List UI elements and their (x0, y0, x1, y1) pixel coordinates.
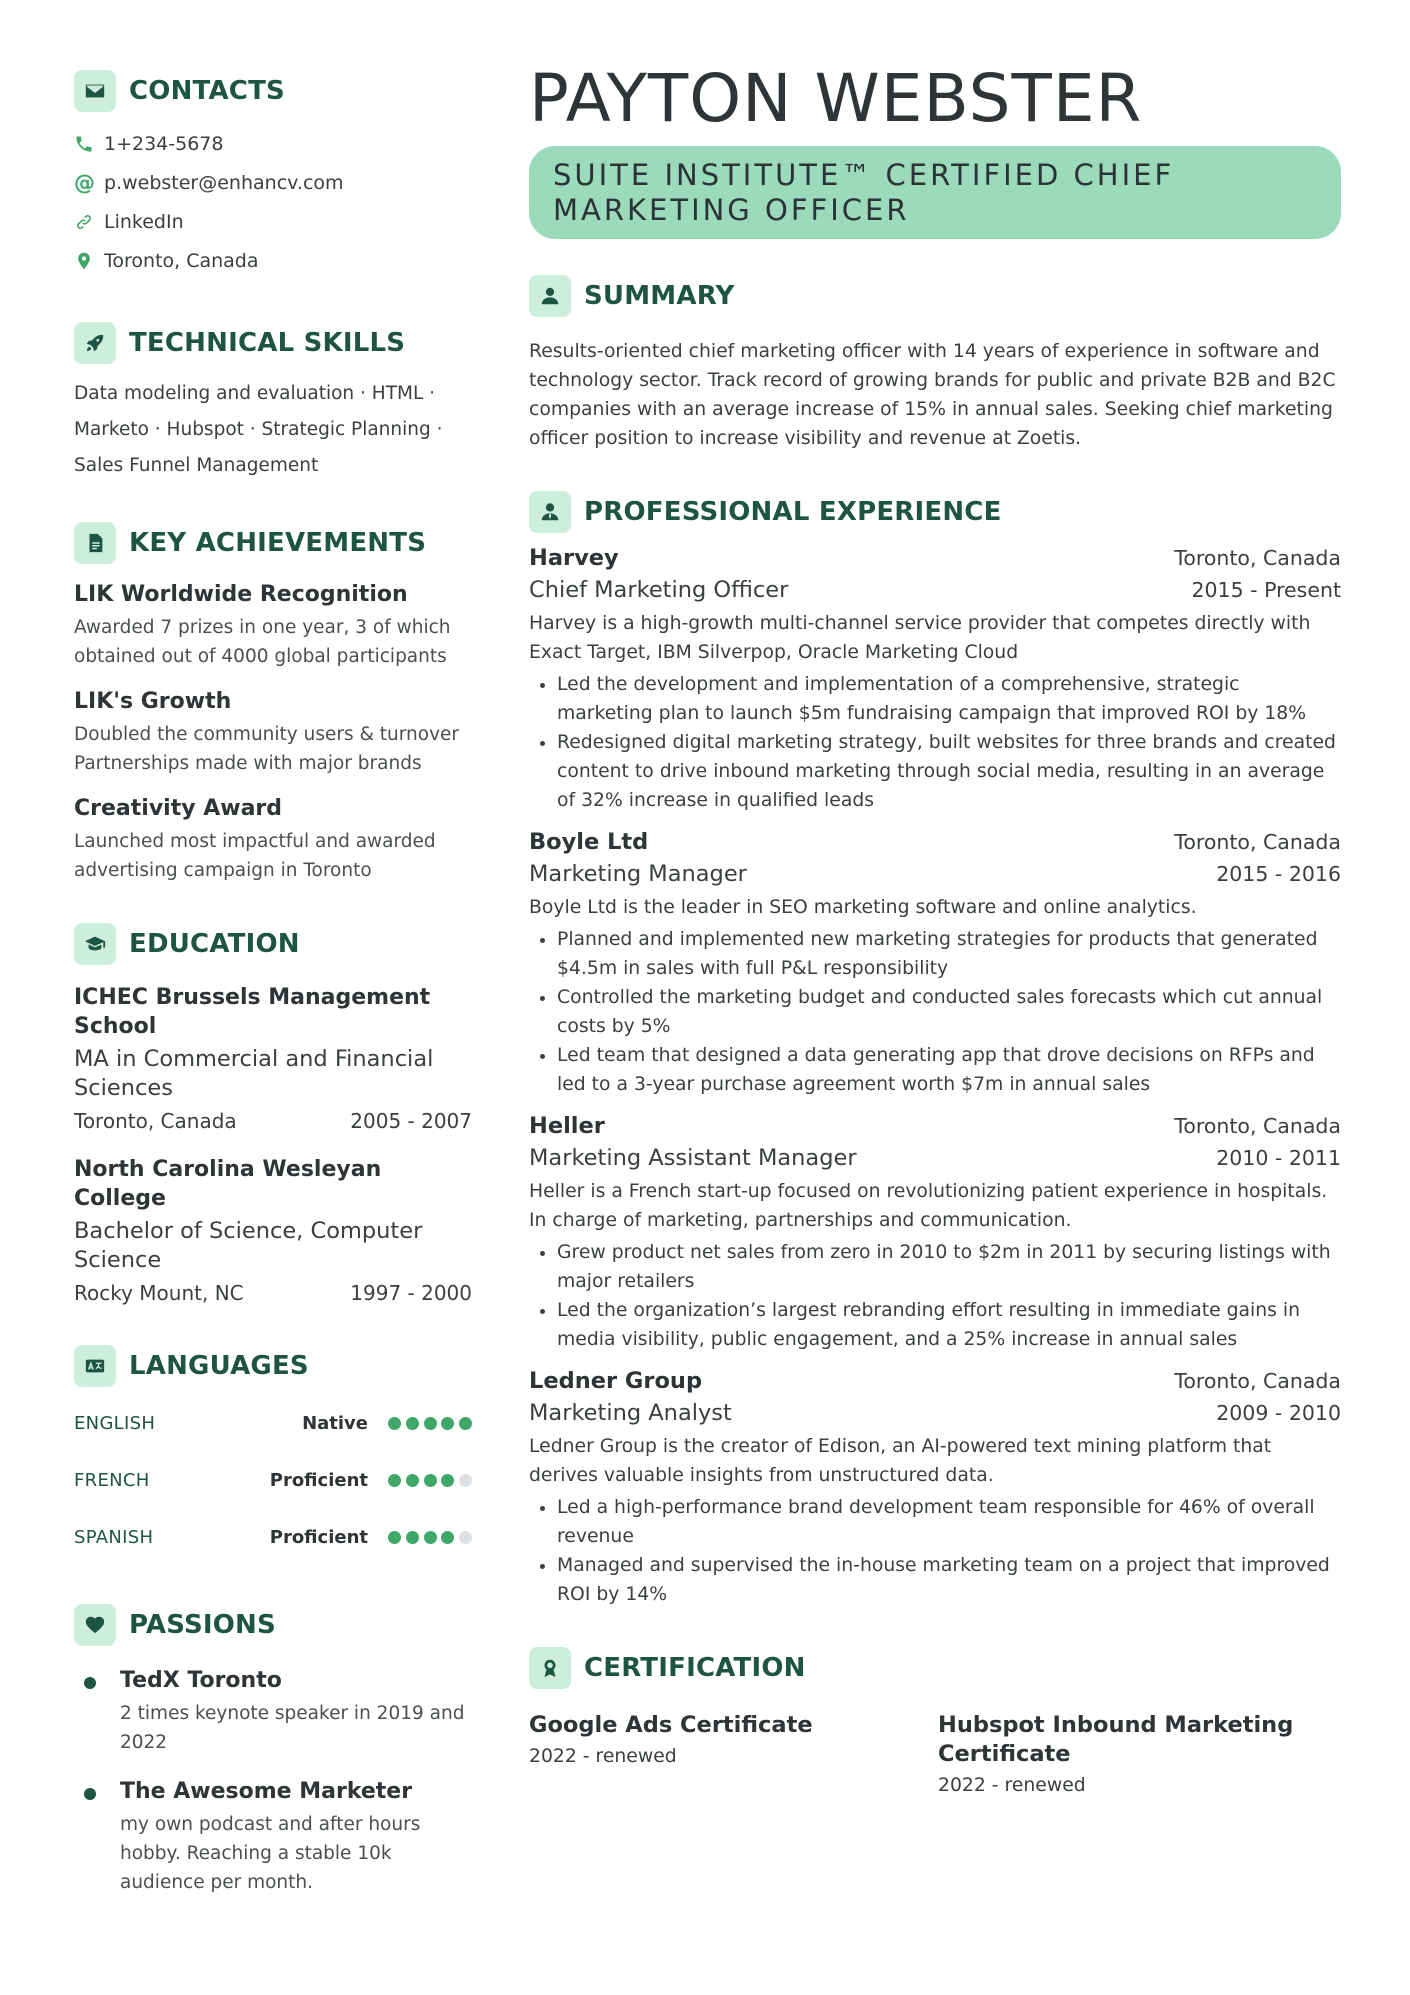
job-bullets (529, 1238, 1341, 1354)
skills-header (74, 322, 472, 364)
edu-location: Rocky Mount, NC (74, 1281, 244, 1305)
job-dates: 2009 - 2010 (1216, 1401, 1341, 1425)
edu-meta (74, 1109, 472, 1133)
cert-item (529, 1711, 932, 1796)
edu-school: ICHEC Brussels Management School (74, 985, 431, 1039)
cert-item (932, 1711, 1341, 1796)
passion-item (74, 1668, 472, 1757)
certification-grid (529, 1711, 1341, 1796)
edu-meta (74, 1281, 472, 1305)
education-item (74, 983, 472, 1133)
job-description: Harvey is a high-growth multi-channel service provider that competes directly with Exact Target, IBM Silverpop, Oracle Marketing Cloud (529, 613, 1311, 663)
job-bullet: • Led a high-performance brand development team responsible for 46% of overall revenue (557, 1493, 1341, 1551)
translate-icon (74, 1345, 116, 1387)
job-location: Toronto, Canada (1174, 1369, 1341, 1393)
language-row (74, 1509, 472, 1566)
achievement-item (74, 689, 472, 778)
rating-dot-filled (424, 1474, 437, 1487)
language-level: Native (302, 1413, 368, 1434)
experience-section (529, 491, 1341, 1609)
bullet-dot (84, 1677, 96, 1689)
achievements-section (74, 522, 472, 885)
certification-title: CERTIFICATION (584, 1653, 806, 1683)
skills-section (74, 322, 472, 484)
achievements-title: KEY ACHIEVEMENTS (129, 528, 427, 558)
rating-dot-empty (459, 1474, 472, 1487)
rating-dot-filled (441, 1417, 454, 1430)
education-section (74, 923, 472, 1305)
job-bullet: • Led the development and implementation of a comprehensive, strategic marketing plan to launch $5m fundraising campaign that improved ROI by 18% (557, 670, 1341, 728)
linkedin-link[interactable]: LinkedIn (104, 210, 184, 233)
job-role: Marketing Analyst (529, 1400, 732, 1426)
job-bullet: • Planned and implemented new marketing strategies for products that generated $4.5m in sales with full P&L responsibility (557, 925, 1341, 983)
passion-title: TedX Toronto (120, 1668, 282, 1693)
experience-title: PROFESSIONAL EXPERIENCE (584, 497, 1002, 527)
job-role: Marketing Manager (529, 861, 747, 887)
passion-desc: 2 times keynote speaker in 2019 and 2022 (120, 1703, 465, 1753)
job-dates: 2015 - Present (1191, 578, 1341, 602)
job-bullets (529, 1493, 1341, 1609)
contacts-title: CONTACTS (129, 76, 285, 106)
job-description: Ledner Group is the creator of Edison, an AI-powered text mining platform that derives valuable insights from unstructured data. (529, 1436, 1272, 1486)
email-text[interactable]: p.webster@enhancv.com (104, 171, 344, 194)
achievement-item (74, 796, 472, 885)
job-title-banner: SUITE INSTITUTE™ CERTIFIED CHIEF MARKETING OFFICER (529, 146, 1341, 239)
right-column (529, 60, 1341, 1796)
document-icon (74, 522, 116, 564)
language-name: FRENCH (74, 1470, 150, 1491)
rating-dot-filled (388, 1474, 401, 1487)
edu-school: North Carolina Wesleyan College (74, 1157, 382, 1211)
edu-dates: 2005 - 2007 (350, 1109, 472, 1133)
job-location: Toronto, Canada (1174, 546, 1341, 570)
cert-subtitle: 2022 - renewed (529, 1746, 677, 1767)
contact-location (74, 241, 472, 280)
user-tie-icon (529, 491, 571, 533)
bullet-dot (84, 1788, 96, 1800)
rating-dot-filled (441, 1474, 454, 1487)
language-level: Proficient (269, 1470, 368, 1491)
rocket-icon (74, 322, 116, 364)
passion-item (74, 1779, 472, 1897)
job-role: Chief Marketing Officer (529, 577, 789, 603)
language-dots (388, 1531, 472, 1544)
job-bullets (529, 670, 1341, 815)
contacts-section (74, 70, 472, 280)
passion-desc: my own podcast and after hours hobby. Reaching a stable 10k audience per month. (120, 1814, 421, 1893)
location-text: Toronto, Canada (104, 249, 259, 272)
heart-icon (74, 1604, 116, 1646)
education-item (74, 1155, 472, 1305)
envelope-icon (74, 70, 116, 112)
passions-header (74, 1604, 472, 1646)
contact-email (74, 163, 472, 202)
phone-icon (74, 134, 98, 154)
language-name: SPANISH (74, 1527, 154, 1548)
job-bullet: • Redesigned digital marketing strategy, built websites for three brands and created content to drive inbound marketing through social media, resulting in an average of 32% increase in qualified leads (557, 728, 1341, 815)
certification-header (529, 1647, 1341, 1689)
job-bullet: • Led the organization’s largest rebranding effort resulting in immediate gains in media visibility, public engagement, and a 25% increase in annual sales (557, 1296, 1341, 1354)
contact-link (74, 202, 472, 241)
at-icon: @ (74, 170, 95, 195)
achievement-desc: Launched most impactful and awarded advertising campaign in Toronto (74, 831, 436, 881)
rating-dot-filled (406, 1474, 419, 1487)
languages-header (74, 1345, 472, 1387)
job-bullet: • Grew product net sales from zero in 2010 to $2m in 2011 by securing listings with major retailers (557, 1238, 1341, 1296)
job-company: Ledner Group (529, 1368, 703, 1394)
passion-title: The Awesome Marketer (120, 1779, 413, 1804)
certification-section (529, 1647, 1341, 1796)
cert-subtitle: 2022 - renewed (938, 1775, 1086, 1796)
left-column (74, 70, 472, 1897)
rating-dot-filled (441, 1531, 454, 1544)
job-bullets (529, 925, 1341, 1099)
passions-section (74, 1604, 472, 1897)
achievements-header (74, 522, 472, 564)
summary-header (529, 275, 1341, 317)
cert-title: Google Ads Certificate (529, 1712, 813, 1738)
rating-dot-filled (388, 1531, 401, 1544)
job-bullet: • Led team that designed a data generating app that drove decisions on RFPs and led to a 3-year purchase agreement worth $7m in annual sales (557, 1041, 1341, 1099)
cert-title: Hubspot Inbound Marketing Certificate (938, 1712, 1294, 1767)
skills-text: Data modeling and evaluation · HTML · Marketo · Hubspot · Strategic Planning · Sales Funnel Management (74, 383, 443, 476)
user-icon (529, 275, 571, 317)
rating-dot-filled (406, 1531, 419, 1544)
edu-degree: MA in Commercial and Financial Sciences (74, 1046, 434, 1101)
job-role: Marketing Assistant Manager (529, 1145, 857, 1171)
languages-section (74, 1345, 472, 1566)
job-entry (529, 1113, 1341, 1354)
job-description: Boyle Ltd is the leader in SEO marketing software and online analytics. (529, 897, 1197, 918)
achievement-item (74, 582, 472, 671)
job-bullet: • Controlled the marketing budget and conducted sales forecasts which cut annual costs by 5% (557, 983, 1341, 1041)
job-entry (529, 829, 1341, 1099)
language-row (74, 1395, 472, 1452)
language-row (74, 1452, 472, 1509)
contact-phone (74, 124, 472, 163)
rating-dot-filled (388, 1417, 401, 1430)
edu-degree: Bachelor of Science, Computer Science (74, 1218, 423, 1273)
link-icon (74, 212, 98, 232)
graduation-cap-icon (74, 923, 116, 965)
rating-dot-filled (459, 1417, 472, 1430)
achievement-desc: Doubled the community users & turnover Partnerships made with major brands (74, 724, 460, 774)
skills-title: TECHNICAL SKILLS (129, 328, 406, 358)
achievement-title: LIK Worldwide Recognition (74, 582, 408, 607)
language-dots (388, 1417, 472, 1430)
achievement-desc: Awarded 7 prizes in one year, 3 of which obtained out of 4000 global participants (74, 617, 451, 667)
education-title: EDUCATION (129, 929, 300, 959)
award-icon (529, 1647, 571, 1689)
summary-section (529, 275, 1341, 453)
summary-text: Results-oriented chief marketing officer with 14 years of experience in software and technology sector. Track record of growing brands for public and private B2B and B2C companies with an average increase of 15% in annual sales. Seeking chief marketing officer position to increase visibility and revenue at Zoetis. (529, 341, 1336, 449)
passions-title: PASSIONS (129, 1610, 276, 1640)
job-description: Heller is a French start-up focused on revolutionizing patient experience in hospitals. In charge of marketing, partnerships and communication. (529, 1181, 1328, 1231)
job-company: Heller (529, 1113, 605, 1139)
job-dates: 2015 - 2016 (1216, 862, 1341, 886)
job-bullet: • Managed and supervised the in-house marketing team on a project that improved ROI by 14% (557, 1551, 1341, 1609)
rating-dot-empty (459, 1531, 472, 1544)
job-entry (529, 1368, 1341, 1609)
education-header (74, 923, 472, 965)
rating-dot-filled (406, 1417, 419, 1430)
achievement-title: LIK's Growth (74, 689, 232, 714)
job-location: Toronto, Canada (1174, 1114, 1341, 1138)
contacts-header (74, 70, 472, 112)
rating-dot-filled (424, 1531, 437, 1544)
summary-title: SUMMARY (584, 281, 735, 311)
candidate-name: PAYTON WEBSTER (529, 60, 1143, 137)
job-entry (529, 545, 1341, 815)
job-location: Toronto, Canada (1174, 830, 1341, 854)
location-pin-icon (74, 251, 98, 271)
language-level: Proficient (269, 1527, 368, 1548)
phone-text: 1+234-5678 (104, 132, 224, 155)
job-dates: 2010 - 2011 (1216, 1146, 1341, 1170)
achievement-title: Creativity Award (74, 796, 283, 821)
job-company: Harvey (529, 545, 619, 571)
experience-header (529, 491, 1341, 533)
edu-location: Toronto, Canada (74, 1109, 237, 1133)
job-company: Boyle Ltd (529, 829, 649, 855)
language-name: ENGLISH (74, 1413, 156, 1434)
edu-dates: 1997 - 2000 (350, 1281, 472, 1305)
languages-title: LANGUAGES (129, 1351, 309, 1381)
rating-dot-filled (424, 1417, 437, 1430)
language-dots (388, 1474, 472, 1487)
